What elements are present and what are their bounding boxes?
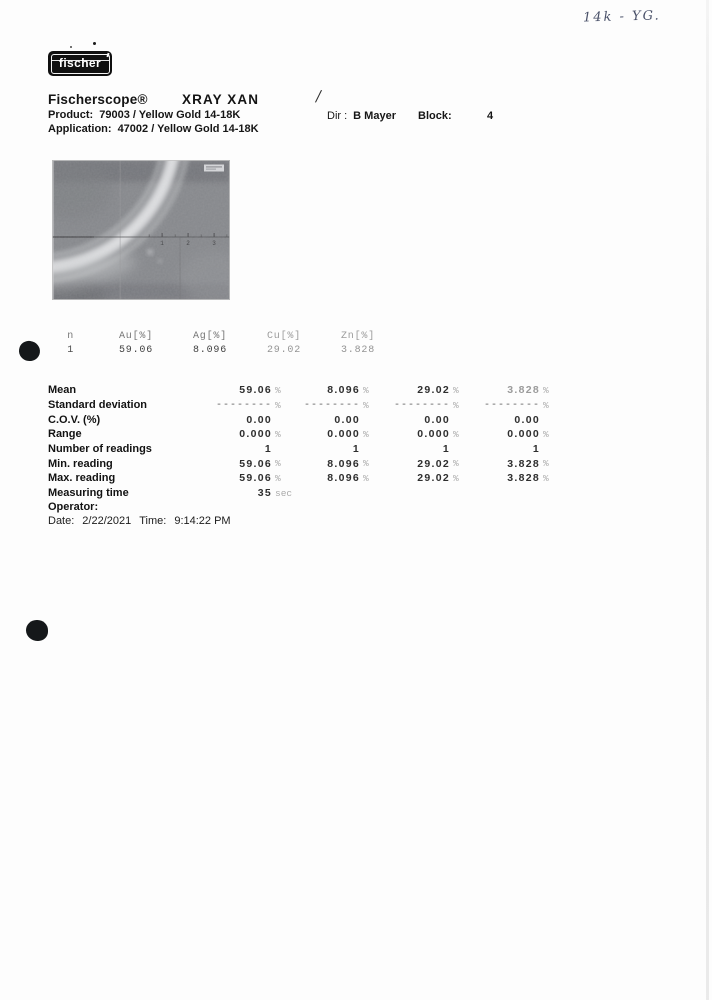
stat-unit: %: [363, 384, 369, 396]
stat-value: 1: [264, 443, 272, 456]
application-label: Application:: [48, 123, 112, 135]
stat-value: 0.000: [327, 428, 360, 441]
stat-unit: %: [453, 399, 459, 411]
scale-tick-label: 1: [160, 240, 164, 247]
stats-label: Standard deviation: [48, 399, 148, 412]
stat-value: 1: [532, 443, 540, 456]
logo-wordmark: fischer: [58, 56, 102, 70]
stat-value: 0.00: [424, 413, 450, 426]
block-value: 4: [487, 110, 494, 122]
operator-label: Operator:: [48, 501, 99, 513]
stat-value: 1: [442, 443, 450, 456]
stat-value: 59.06: [239, 472, 272, 485]
instrument-model: XRAY XAN: [182, 92, 260, 107]
stats-label: C.O.V. (%): [48, 413, 101, 426]
hole-punch-dot: [26, 620, 48, 641]
stat-value: 59.06: [239, 384, 272, 397]
scale-tick-label: 2: [186, 240, 190, 247]
stat-value: 0.00: [334, 413, 360, 426]
stat-value: --------: [483, 399, 540, 411]
stats-label: Max. reading: [48, 472, 116, 485]
date-time-line: [48, 515, 239, 527]
date-label: Date:: [48, 515, 75, 527]
stat-value: 29.02: [417, 384, 450, 397]
stat-unit: %: [543, 384, 549, 396]
reading-au: 59.06: [118, 345, 153, 356]
stat-unit: %: [275, 428, 281, 440]
stat-unit: %: [453, 472, 459, 484]
stat-value: --------: [215, 399, 272, 411]
stat-value: 0.00: [246, 413, 272, 426]
stat-unit: %: [453, 428, 459, 440]
stat-value: 8.096: [327, 472, 360, 485]
scale-tick-label: 3: [212, 240, 216, 247]
fischer-logo: [48, 51, 112, 76]
ink-speck: [70, 46, 72, 48]
stat-unit: %: [543, 399, 549, 411]
stat-unit: %: [453, 458, 459, 470]
stats-label: Min. reading: [48, 457, 113, 470]
stat-unit: %: [543, 458, 549, 470]
stat-value: 3.828: [507, 472, 540, 485]
col-header-cu: Cu[%]: [266, 331, 301, 342]
stat-value: 3.828: [507, 384, 540, 397]
stats-label: Number of readings: [48, 443, 152, 456]
stat-value: --------: [303, 399, 360, 411]
stat-value: 1: [352, 443, 360, 456]
stat-value: 0.00: [514, 413, 540, 426]
stat-unit: %: [363, 472, 369, 484]
stat-unit: %: [275, 472, 281, 484]
hole-punch-dot: [18, 340, 42, 363]
stat-value: 0.000: [239, 428, 272, 441]
reading-n: 1: [67, 345, 74, 356]
dir-label: Dir :: [327, 110, 348, 122]
application-value: 47002 / Yellow Gold 14-18K: [117, 123, 259, 135]
stat-value: 35: [257, 487, 272, 500]
product-line: [48, 109, 240, 121]
product-value: 79003 / Yellow Gold 14-18K: [99, 109, 241, 121]
stat-value: 59.06: [239, 457, 272, 470]
stat-unit: %: [275, 458, 281, 470]
stat-value: --------: [393, 399, 450, 411]
date-value: 2/22/2021: [82, 515, 132, 527]
reading-zn: 3.828: [340, 345, 375, 356]
stat-value: 0.000: [417, 428, 450, 441]
stat-unit: %: [363, 428, 369, 440]
stat-value: 8.096: [327, 384, 360, 397]
stat-value: 29.02: [417, 472, 450, 485]
stat-unit: %: [363, 458, 369, 470]
application-line: [48, 123, 259, 135]
stat-unit: %: [543, 472, 549, 484]
reading-ag: 8.096: [192, 345, 227, 356]
scan-edge-shadow: [706, 0, 709, 1000]
ink-speck: [93, 42, 96, 45]
col-header-ag: Ag[%]: [192, 331, 227, 342]
stats-label: Mean: [48, 384, 77, 397]
stats-label: Measuring time: [48, 487, 129, 500]
col-header-zn: Zn[%]: [340, 331, 375, 342]
instrument-name: Fischerscope®: [48, 92, 148, 107]
stat-value: 0.000: [507, 428, 540, 441]
block-label: Block:: [418, 110, 452, 122]
xray-camera-image: [52, 160, 230, 300]
stat-unit: %: [275, 384, 281, 396]
readings-table: [48, 330, 375, 358]
time-label: Time:: [139, 515, 167, 527]
product-label: Product:: [48, 109, 94, 121]
time-value: 9:14:22 PM: [174, 515, 231, 527]
reading-cu: 29.02: [266, 345, 301, 356]
col-header-au: Au[%]: [118, 331, 153, 342]
stat-value: 3.828: [507, 457, 540, 470]
stat-value: 8.096: [327, 457, 360, 470]
stat-unit: %: [363, 399, 369, 411]
stat-unit: sec: [275, 487, 293, 499]
stat-unit: %: [543, 428, 549, 440]
dir-value: B Mayer: [353, 110, 396, 122]
stats-label: Range: [48, 428, 82, 441]
handwritten-note: 14k - YG.: [582, 8, 661, 26]
pen-slash-mark: /: [314, 87, 323, 105]
stat-unit: %: [275, 399, 281, 411]
col-header-n: n: [67, 331, 74, 342]
stat-value: 29.02: [417, 457, 450, 470]
statistics-table: [48, 383, 556, 501]
stat-unit: %: [453, 384, 459, 396]
dir-line: [327, 110, 396, 122]
